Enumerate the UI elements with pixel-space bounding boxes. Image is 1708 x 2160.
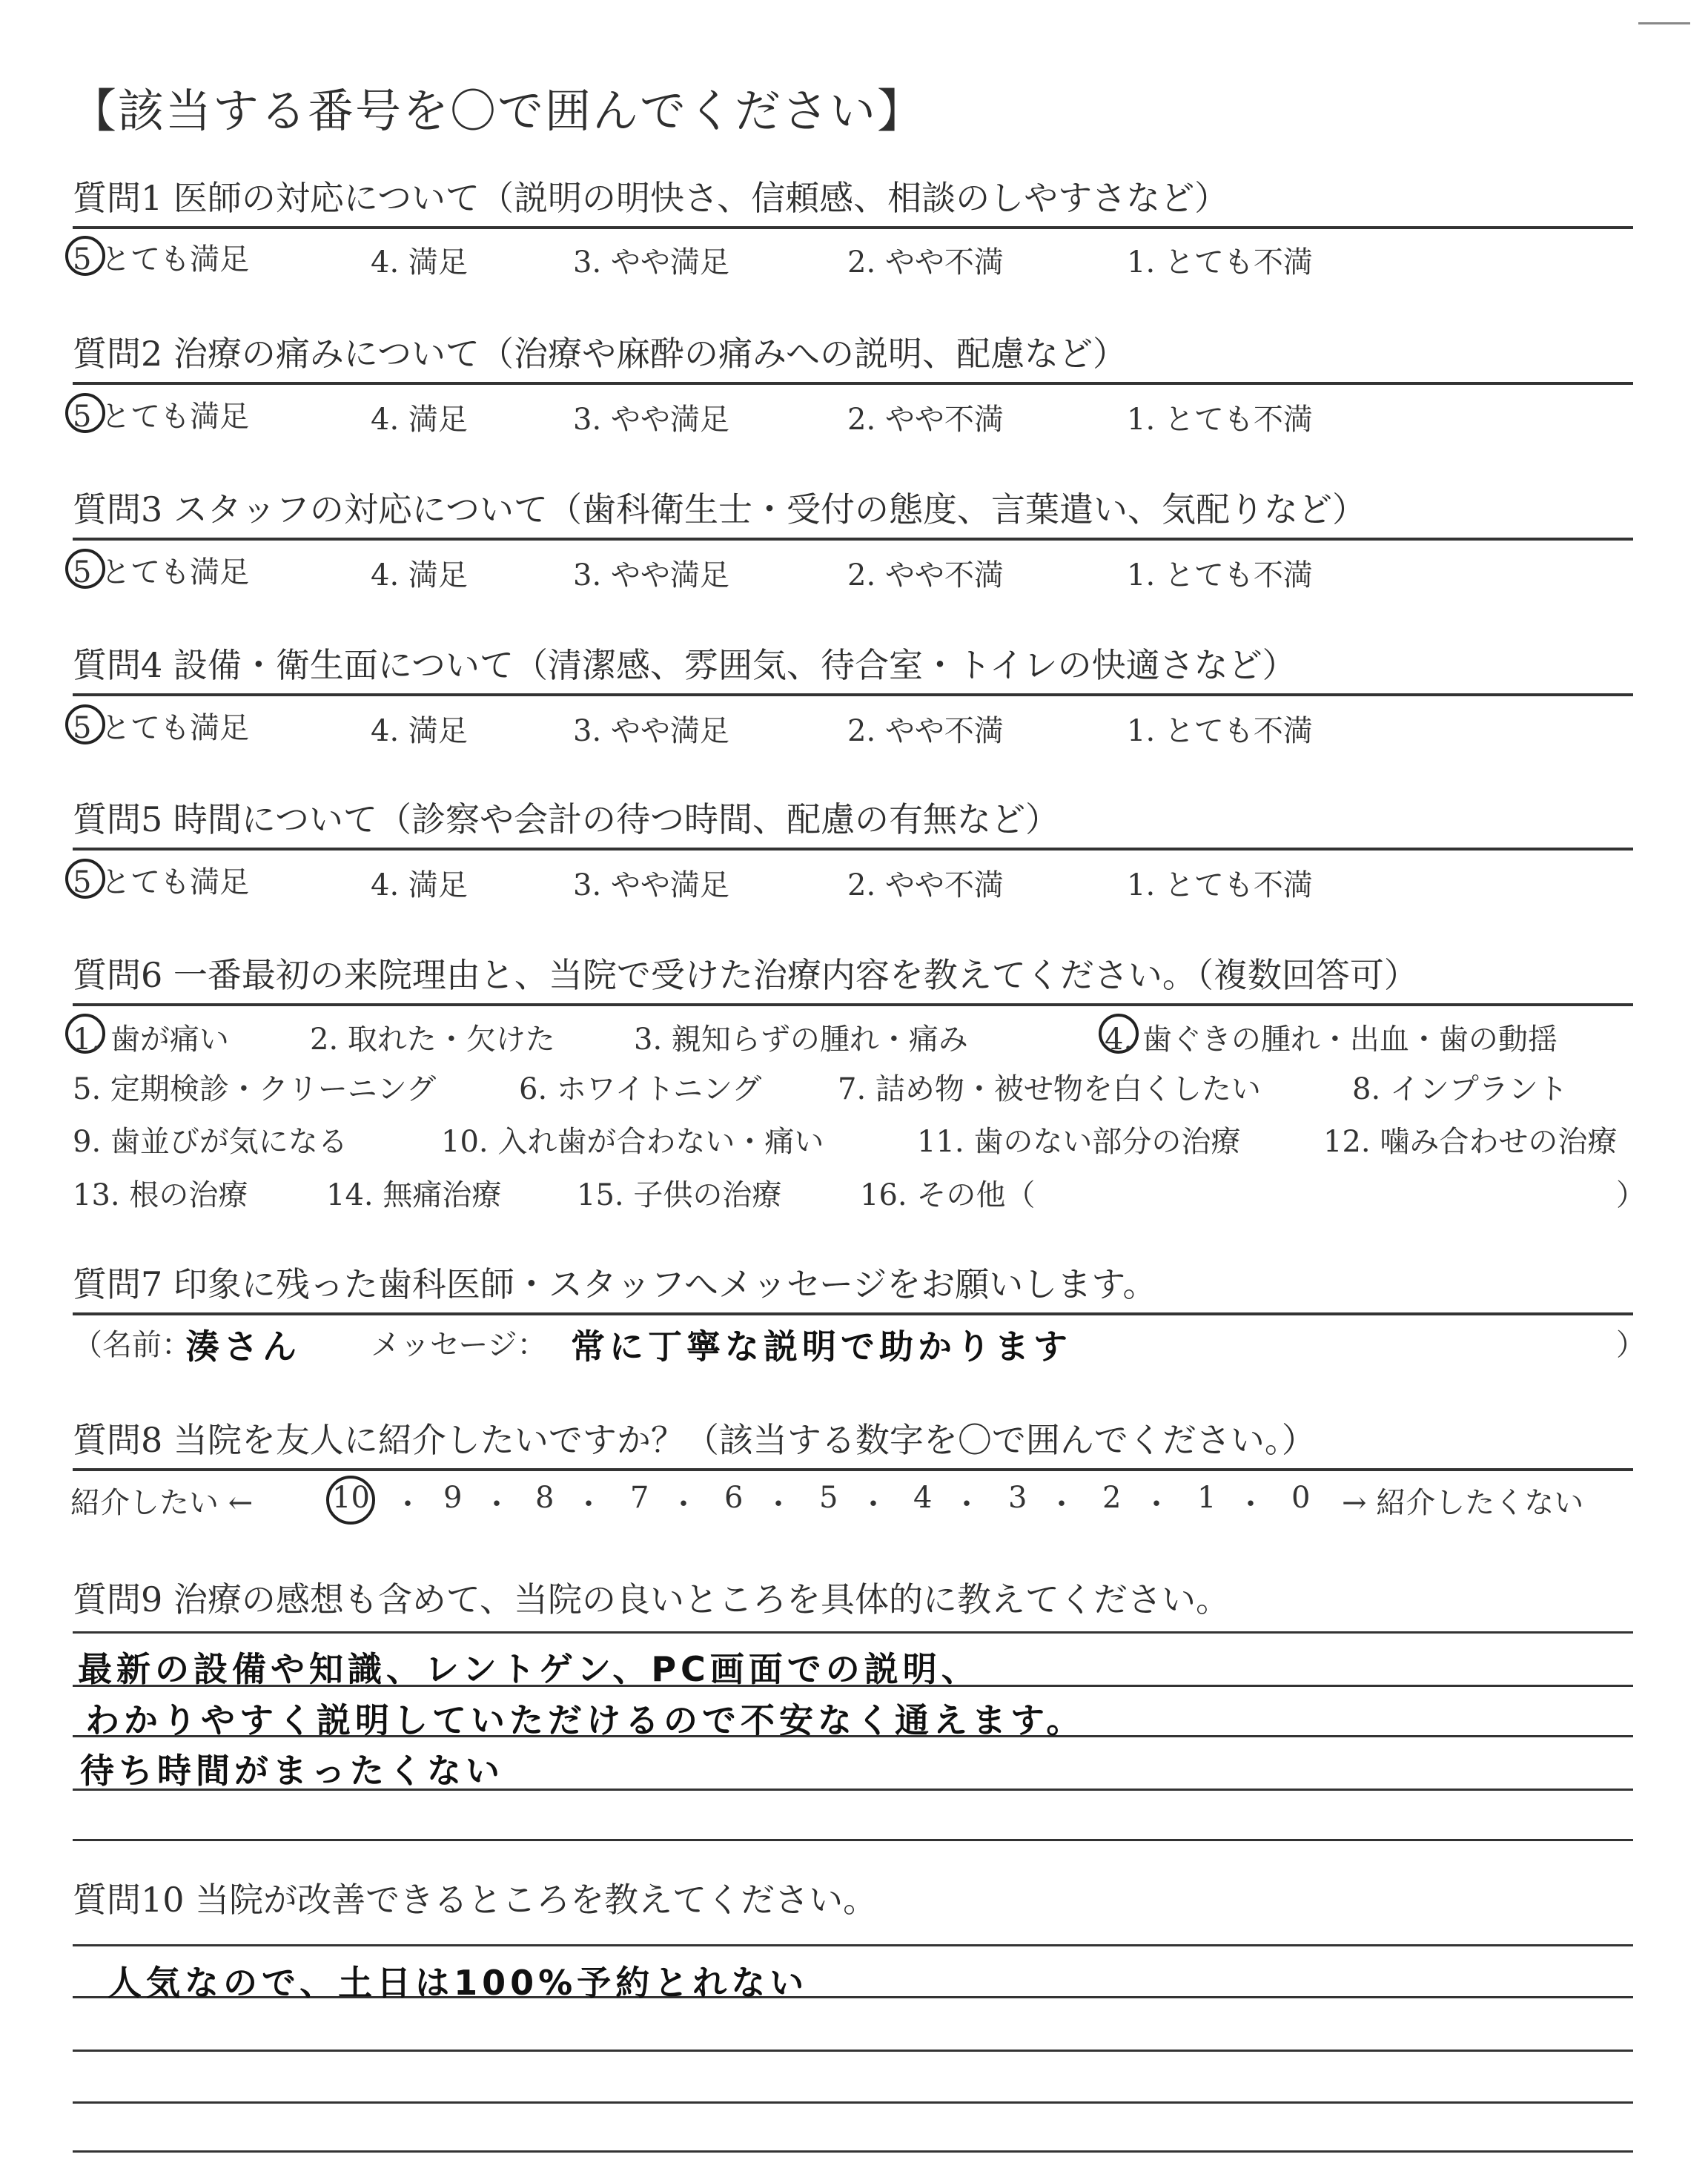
q3-option-1: 1. とても不満 bbox=[1127, 558, 1313, 592]
q6-option-5: 5. 定期検診・クリーニング bbox=[73, 1072, 437, 1106]
q8-sep: ・ bbox=[1142, 1487, 1171, 1522]
q2-option-4: 4. 満足 bbox=[371, 403, 468, 437]
q6-option-8: 8. インプラント bbox=[1352, 1072, 1568, 1106]
question-3-label: 質問3 スタッフの対応について（歯科衛生士・受付の態度、言葉遣い、気配りなど） bbox=[73, 489, 1366, 529]
q10-answer-line bbox=[73, 1944, 1633, 1946]
q9-answer-line-2[interactable]: わかりやすく説明していただけるので不安なく通えます。 bbox=[85, 1700, 1085, 1740]
q6-option-2: 2. 取れた・欠けた bbox=[310, 1023, 555, 1057]
q2-option-1: 1. とても不満 bbox=[1127, 403, 1313, 437]
q3-option-2: 2. やや不満 bbox=[847, 558, 1004, 592]
question-5-label: 質問5 時間について（診察や会計の待つ時間、配慮の有無など） bbox=[73, 799, 1059, 839]
q6-option-14: 14. 無痛治療 bbox=[326, 1178, 502, 1212]
q8-sep: ・ bbox=[1236, 1487, 1265, 1522]
q8-left-label: 紹介したい ← bbox=[70, 1486, 254, 1520]
q8-scale-0: 0 bbox=[1291, 1481, 1311, 1515]
q8-sep: ・ bbox=[574, 1487, 603, 1522]
question-7-label: 質問7 印象に残った歯科医師・スタッフへメッセージをお願いします。 bbox=[73, 1264, 1157, 1304]
q6-option-16-close: ） bbox=[1616, 1178, 1646, 1212]
q3-option-5: 5 とても満足 bbox=[73, 555, 250, 589]
q7-message-value[interactable]: 常に丁寧な説明で助かります bbox=[571, 1327, 1072, 1367]
q8-sep: ・ bbox=[1047, 1487, 1076, 1522]
q8-scale-8: 8 bbox=[535, 1481, 555, 1515]
q9-answer-line bbox=[73, 1839, 1633, 1841]
q2-option-3: 3. やや満足 bbox=[573, 403, 729, 437]
q8-scale-4: 4 bbox=[913, 1481, 933, 1515]
q8-scale-6: 6 bbox=[724, 1481, 744, 1515]
q4-option-1: 1. とても不満 bbox=[1127, 714, 1313, 748]
q10-answer-line-1[interactable]: 人気なので、土日は100%予約とれない bbox=[107, 1963, 809, 2003]
q5-option-2: 2. やや不満 bbox=[847, 868, 1004, 902]
page-edge-line bbox=[1638, 22, 1690, 24]
q6-option-15: 15. 子供の治療 bbox=[577, 1178, 782, 1212]
q5-option-4: 4. 満足 bbox=[371, 868, 468, 902]
q8-scale-3: 3 bbox=[1008, 1481, 1027, 1515]
q8-scale-7: 7 bbox=[630, 1481, 649, 1515]
q8-sep: ・ bbox=[764, 1487, 793, 1522]
q2-option-2: 2. やや不満 bbox=[847, 403, 1004, 437]
q2-option-5: 5 とても満足 bbox=[73, 400, 250, 434]
q6-option-10: 10. 入れ歯が合わない・痛い bbox=[441, 1125, 824, 1159]
q6-option-9: 9. 歯並びが気になる bbox=[73, 1125, 348, 1159]
q4-option-3: 3. やや満足 bbox=[573, 714, 729, 748]
q6-option-3: 3. 親知らずの腫れ・痛み bbox=[634, 1023, 968, 1057]
question-1 bbox=[73, 174, 1633, 229]
q7-message-label: メッセージ： bbox=[371, 1328, 547, 1362]
q5-option-1: 1. とても不満 bbox=[1127, 868, 1313, 902]
q6-option-11: 11. 歯のない部分の治療 bbox=[917, 1125, 1241, 1159]
q10-answer-line bbox=[73, 2050, 1633, 2052]
q1-option-4: 4. 満足 bbox=[371, 245, 468, 280]
q8-scale-1: 1 bbox=[1197, 1481, 1217, 1515]
q1-option-1: 1. とても不満 bbox=[1127, 245, 1313, 280]
q8-scale-9: 9 bbox=[443, 1481, 463, 1515]
q8-sep: ・ bbox=[858, 1487, 888, 1522]
q7-name-value[interactable]: 湊さん bbox=[185, 1327, 301, 1367]
q7-close-paren: ） bbox=[1616, 1328, 1646, 1362]
question-1-label: 質問1 医師の対応について（説明の明快さ、信頼感、相談のしやすさなど） bbox=[73, 178, 1229, 218]
q9-answer-line bbox=[73, 1631, 1633, 1634]
q4-option-4: 4. 満足 bbox=[371, 714, 468, 748]
q6-option-12: 12. 噛み合わせの治療 bbox=[1323, 1125, 1618, 1159]
q1-option-5: 5 とても満足 bbox=[73, 242, 250, 277]
question-7 bbox=[73, 1261, 1633, 1315]
q6-option-1: 1. 歯が痛い bbox=[73, 1023, 229, 1057]
page-title: 【該当する番号を〇で囲んでください】 bbox=[70, 84, 925, 138]
question-2 bbox=[73, 330, 1633, 385]
q8-scale-2: 2 bbox=[1102, 1481, 1122, 1515]
q10-answer-line bbox=[73, 2101, 1633, 2104]
question-8 bbox=[73, 1416, 1633, 1471]
q8-scale-5: 5 bbox=[819, 1481, 838, 1515]
question-2-label: 質問2 治療の痛みについて（治療や麻酔の痛みへの説明、配慮など） bbox=[73, 334, 1128, 374]
q6-option-13: 13. 根の治療 bbox=[73, 1178, 248, 1212]
q4-option-2: 2. やや不満 bbox=[847, 714, 1004, 748]
q6-option-16: 16. その他（ bbox=[860, 1178, 1036, 1212]
question-3 bbox=[73, 486, 1633, 541]
question-6-label: 質問6 一番最初の来院理由と、当院で受けた治療内容を教えてください。（複数回答可） bbox=[73, 955, 1418, 995]
q1-option-2: 2. やや不満 bbox=[847, 245, 1004, 280]
q4-option-5: 5 とても満足 bbox=[73, 711, 250, 745]
q3-option-4: 4. 満足 bbox=[371, 558, 468, 592]
question-5 bbox=[73, 796, 1633, 851]
question-10-label: 質問10 当院が改善できるところを教えてください。 bbox=[73, 1880, 878, 1920]
q6-option-4: 4. 歯ぐきの腫れ・出血・歯の動揺 bbox=[1105, 1023, 1558, 1057]
q6-option-7: 7. 詰め物・被せ物を白くしたい bbox=[838, 1072, 1261, 1106]
q6-option-6: 6. ホワイトニング bbox=[519, 1072, 762, 1106]
q5-option-5: 5 とても満足 bbox=[73, 865, 250, 899]
question-8-label: 質問8 当院を友人に紹介したいですか？（該当する数字を〇で囲んでください。） bbox=[73, 1420, 1316, 1460]
question-9 bbox=[73, 1576, 1633, 1628]
q5-option-3: 3. やや満足 bbox=[573, 868, 729, 902]
q9-answer-line-1[interactable]: 最新の設備や知識、レントゲン、PC画面での説明、 bbox=[78, 1649, 980, 1689]
q8-sep: ・ bbox=[393, 1487, 423, 1522]
question-6 bbox=[73, 951, 1633, 1006]
question-4-label: 質問4 設備・衛生面について（清潔感、雰囲気、待合室・トイレの快適さなど） bbox=[73, 645, 1297, 685]
q8-sep: ・ bbox=[482, 1487, 512, 1522]
q7-name-label: （名前： bbox=[73, 1328, 191, 1362]
q10-answer-line bbox=[73, 2150, 1633, 2153]
question-4 bbox=[73, 641, 1633, 696]
q9-answer-line-3[interactable]: 待ち時間がまったくない bbox=[80, 1751, 504, 1791]
q3-option-3: 3. やや満足 bbox=[573, 558, 729, 592]
q8-scale-10: 10 bbox=[332, 1481, 370, 1515]
question-10 bbox=[73, 1876, 1633, 1928]
q8-sep: ・ bbox=[669, 1487, 698, 1522]
question-9-label: 質問9 治療の感想も含めて、当院の良いところを具体的に教えてください。 bbox=[73, 1579, 1230, 1619]
q8-right-label: → 紹介したくない bbox=[1342, 1486, 1584, 1520]
q8-sep: ・ bbox=[952, 1487, 982, 1522]
q1-option-3: 3. やや満足 bbox=[573, 245, 729, 280]
